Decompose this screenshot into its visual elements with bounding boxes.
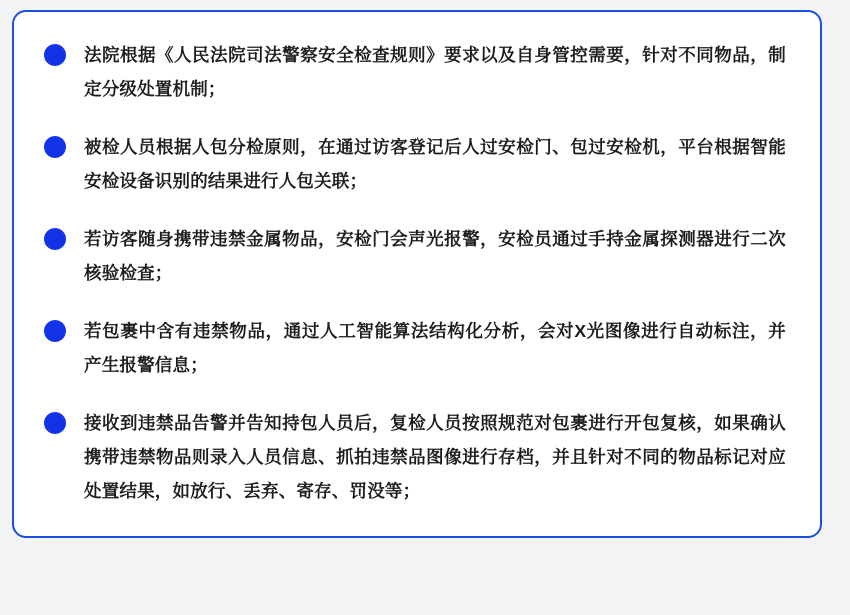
bullet-icon: [44, 136, 66, 158]
list-item-text: 若包裹中含有违禁物品，通过人工智能算法结构化分析，会对X光图像进行自动标注，并产生报警信息；: [84, 321, 786, 375]
bullet-icon: [44, 228, 66, 250]
list-item-text: 若访客随身携带违禁金属物品，安检门会声光报警，安检员通过手持金属探测器进行二次核验检查；: [84, 229, 786, 283]
list-item-text: 法院根据《人民法院司法警察安全检查规则》要求以及自身管控需要，针对不同物品，制定分级处置机制；: [84, 45, 786, 99]
process-list: [44, 38, 786, 508]
list-item: [44, 314, 786, 382]
bullet-icon: [44, 412, 66, 434]
list-item: [44, 38, 786, 106]
list-item-text: 接收到违禁品告警并告知持包人员后，复检人员按照规范对包裹进行开包复核，如果确认携带违禁物品则录入人员信息、抓拍违禁品图像进行存档，并且针对不同的物品标记对应处置结果，如放行、丢弃、寄存、罚没等；: [84, 413, 786, 501]
list-item: [44, 222, 786, 290]
content-card: [12, 10, 822, 538]
list-item-text: 被检人员根据人包分检原则，在通过访客登记后人过安检门、包过安检机，平台根据智能安检设备识别的结果进行人包关联；: [84, 137, 786, 191]
bullet-icon: [44, 320, 66, 342]
bullet-icon: [44, 44, 66, 66]
list-item: [44, 406, 786, 508]
list-item: [44, 130, 786, 198]
